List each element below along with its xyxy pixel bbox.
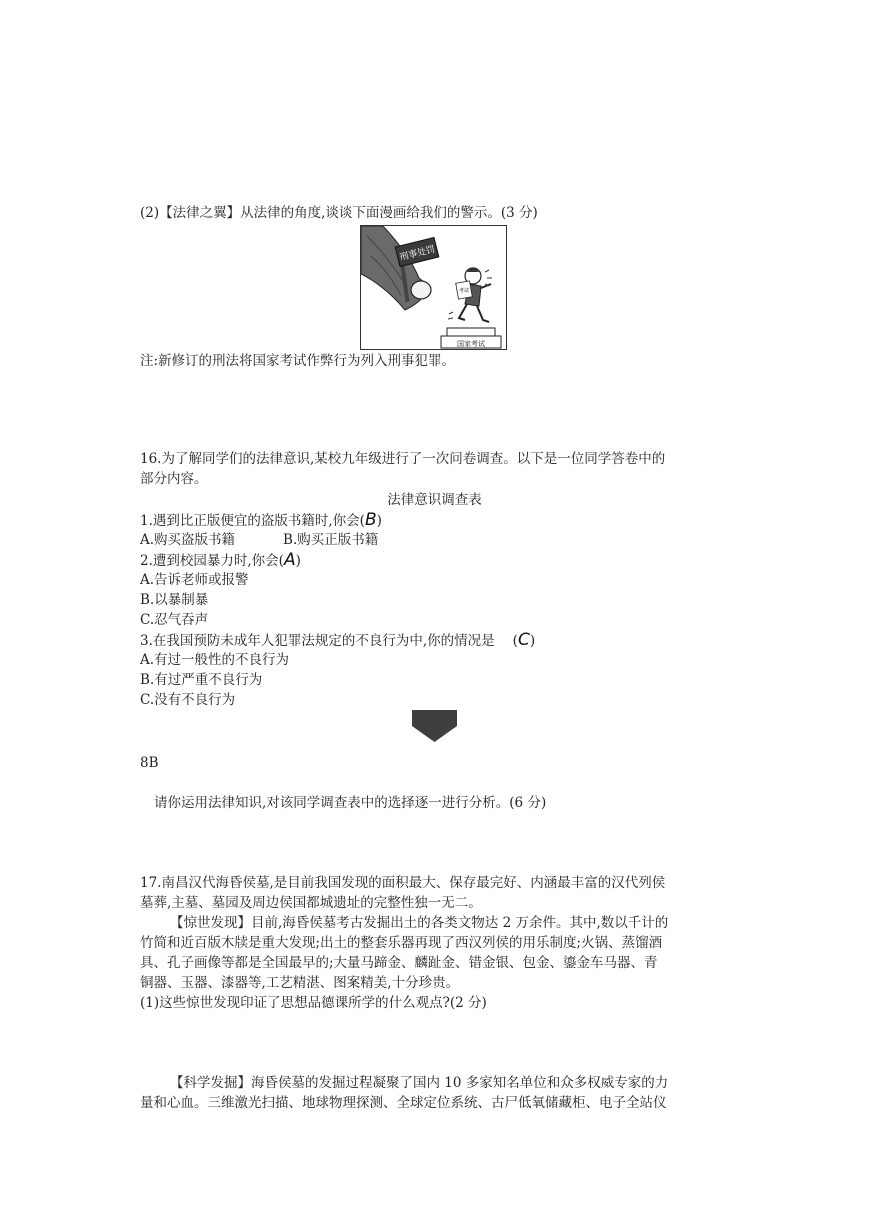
q17-para2-line2: 量和心血。三维激光扫描、地球物理探测、全球定位系统、古尸低氧储藏柜、电子全站仪 bbox=[140, 1095, 667, 1111]
q15-note: 注:新修订的刑法将国家考试作弊行为列入刑事犯罪。 bbox=[140, 353, 456, 369]
q16-intro-line1: 16.为了解同学们的法律意识,某校九年级进行了一次问卷调查。以下是一位同学答卷中的 bbox=[140, 451, 666, 467]
survey-question-2 bbox=[140, 550, 301, 571]
q17-para1-line4: 铜器、玉器、漆器等,工艺精湛、图案精美,十分珍贵。 bbox=[140, 975, 460, 991]
survey-option-2c: C.忍气吞声 bbox=[140, 612, 209, 628]
survey-question-3-text: 3.在我国预防未成年人犯罪法规定的不良行为中,你的情况是 bbox=[140, 633, 495, 649]
q17-intro-line2: 墓葬,主墓、墓园及周边侯国都城遗址的完整性独一无二。 bbox=[140, 895, 482, 911]
survey-option-1a: A.购买盗版书籍 bbox=[140, 532, 236, 548]
survey-question-2-close: ) bbox=[295, 553, 301, 569]
cartoon-sign-text: 刑事处罚 bbox=[398, 244, 437, 264]
survey-question-3-close: ) bbox=[529, 633, 536, 649]
survey-question-3-open: ( bbox=[512, 633, 518, 649]
q17-para2-line1: 【科学发掘】海昏侯墓的发掘过程凝聚了国内 10 多家知名单位和众多权威专家的力 bbox=[170, 1075, 669, 1091]
cartoon-paper-text: 考试 bbox=[458, 288, 470, 294]
survey-answer-3: C bbox=[517, 630, 530, 650]
q17-para1-line1: 【惊世发现】目前,海昏侯墓考古发掘出土的各类文物达 2 万余件。其中,数以千计的 bbox=[170, 915, 669, 931]
law-cartoon-image bbox=[360, 225, 507, 350]
cartoon-step-text: 国家考试 bbox=[457, 340, 485, 348]
down-arrow-icon bbox=[412, 710, 457, 742]
q16-intro-line2: 部分内容。 bbox=[140, 471, 208, 487]
survey-option-2a: A.告诉老师或报警 bbox=[140, 572, 249, 588]
survey-answer-1: B bbox=[364, 510, 377, 530]
survey-option-3a: A.有过一般性的不良行为 bbox=[140, 652, 290, 668]
q15-part2-prompt: (2)【法律之翼】从法律的角度,谈谈下面漫画给我们的警示。(3 分) bbox=[140, 205, 538, 221]
survey-question-3 bbox=[140, 630, 535, 651]
survey-option-3b: B.有过严重不良行为 bbox=[140, 672, 263, 688]
survey-table-title: 法律意识调查表 bbox=[387, 492, 482, 508]
survey-question-1 bbox=[140, 510, 382, 531]
survey-question-1-text: 1.遇到比正版便宜的盗版书籍时,你会( bbox=[140, 513, 365, 529]
q17-para1-line3: 具、孔子画像等都是全国最早的;大量马蹄金、麟趾金、错金银、包金、鎏金车马器、青 bbox=[140, 955, 658, 971]
survey-option-2b: B.以暴制暴 bbox=[140, 592, 209, 608]
q17-para1-line2: 竹简和近百版木牍是重大发现;出土的整套乐器再现了西汉列侯的用乐制度;火锅、蒸馏酒 bbox=[140, 935, 663, 951]
survey-question-2-text: 2.遭到校园暴力时,你会( bbox=[140, 553, 284, 569]
q17-part1-question: (1)这些惊世发现印证了思想品德课所学的什么观点?(2 分) bbox=[140, 995, 487, 1011]
survey-answer-2: A bbox=[283, 550, 296, 570]
survey-option-1b: B.购买正版书籍 bbox=[283, 532, 379, 548]
survey-question-1-close: ) bbox=[376, 513, 382, 529]
survey-options-1 bbox=[140, 530, 378, 550]
label-8b: 8B bbox=[140, 755, 159, 771]
survey-option-3c: C.没有不良行为 bbox=[140, 692, 236, 708]
q16-instruction: 请你运用法律知识,对该同学调查表中的选择逐一进行分析。(6 分) bbox=[154, 795, 547, 811]
q17-intro-line1: 17.南昌汉代海昏侯墓,是目前我国发现的面积最大、保存最完好、内涵最丰富的汉代列侯 bbox=[140, 875, 666, 891]
